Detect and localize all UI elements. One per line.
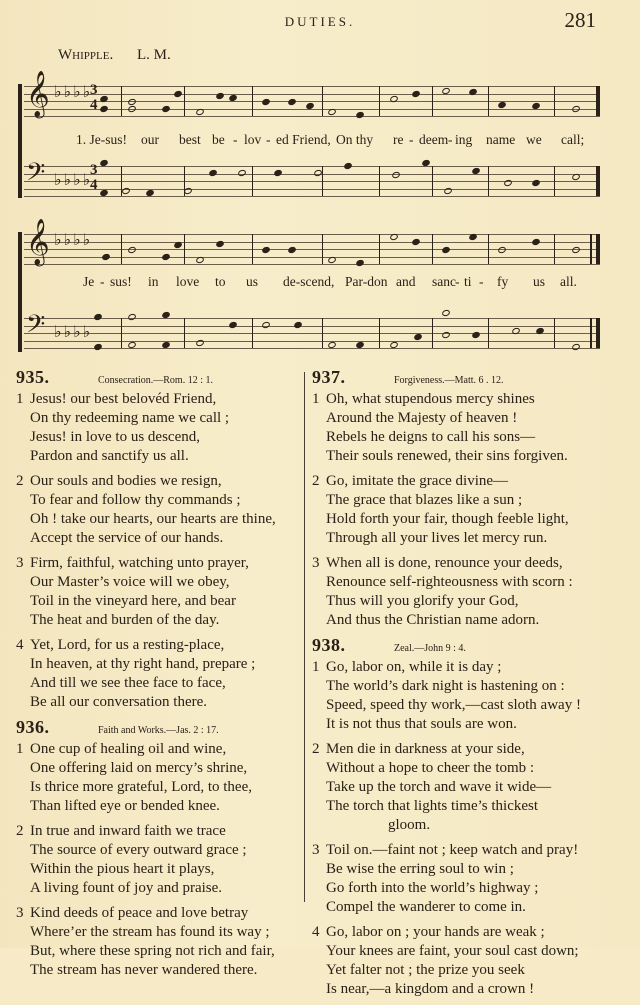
treble-clef-icon: 𝄞 xyxy=(26,219,50,264)
hymn-topic: Faith and Works.—Jas. 2 : 17. xyxy=(98,725,219,736)
hymn-938 xyxy=(312,636,612,999)
bass-staff xyxy=(24,159,600,196)
treble-staff xyxy=(24,71,600,116)
treble-clef-icon: 𝄞 xyxy=(26,71,50,116)
right-column xyxy=(312,368,612,1005)
stanza: 3 Firm, faithful, watching unto prayer, Our Master’s voice will we obey, Toil in the vineyard here, and bear The heat and burden of the day. xyxy=(16,555,249,628)
stanza: 3 When all is done, renounce your deeds, Renounce self-righteousness with scorn : Thus will you glorify your God, And thus the Christian name adorn. xyxy=(312,555,573,628)
key-signature-flats-icon: ♭♭♭♭ xyxy=(54,84,93,101)
final-double-bar xyxy=(596,318,600,348)
system-brace xyxy=(18,84,22,198)
treble-staff xyxy=(24,219,600,264)
hymn-935 xyxy=(16,368,306,712)
hymn-number: 937. xyxy=(312,367,346,387)
system-brace xyxy=(18,232,22,352)
stanza: 3 Kind deeds of peace and love betray Where’er the stream has found its way ; But, where these spring not rich and fair, The stream has never wandered there. xyxy=(16,905,275,978)
stanza: 4 Yet, Lord, for us a resting-place, In heaven, at thy right hand, prepare ; And till we see thee face to face, Be all our conversation there. xyxy=(16,637,256,710)
key-signature-flats-icon: ♭♭♭♭ xyxy=(54,172,93,189)
music-system-1: 𝄞 ♭♭♭♭ 3 4 1. Je-sus! our best be - lov - ed Friend, On thy re - deem - ing name we call; 𝄢 ♭♭♭♭ 3 4 xyxy=(18,84,600,198)
left-column xyxy=(16,368,306,986)
key-signature-flats-icon: ♭♭♭♭ xyxy=(54,232,93,249)
music-system-2: 𝄞 ♭♭♭♭ Je - sus! in love to us de-scend, Par-don and sanc - ti - fy us all. 𝄢 ♭♭♭♭ xyxy=(18,232,600,352)
bass-clef-icon: 𝄢 xyxy=(26,311,46,344)
end-bar xyxy=(596,166,600,196)
bass-staff xyxy=(24,311,600,348)
hymn-number: 938. xyxy=(312,635,346,655)
time-signature: 3 4 xyxy=(90,82,98,113)
tune-meter: L. M. xyxy=(136,47,171,63)
running-head: DUTIES. xyxy=(284,14,356,29)
stanza: 2 Go, imitate the grace divine— The grace that blazes like a sun ; Hold forth your fair, though feeble light, Through all your lives let mercy run. xyxy=(312,473,569,546)
stanza: 2 Men die in darkness at your side, Without a hope to cheer the tomb : Take up the torch and wave it wide— The torch that lights time’s thickest gloom. xyxy=(312,741,552,833)
stanza: 2 In true and inward faith we trace The source of every outward grace ; Within the pious heart it plays, A living fount of joy and praise. xyxy=(16,823,247,896)
stanza: 2 Our souls and bodies we resign, To fear and follow thy commands ; Oh ! take our hearts, our hearts are thine, Accept the service of our hands. xyxy=(16,473,276,546)
page-number: 281 xyxy=(564,8,596,32)
hymn-number: 936. xyxy=(16,717,50,737)
key-signature-flats-icon: ♭♭♭♭ xyxy=(54,324,93,341)
end-bar xyxy=(596,86,600,116)
final-double-bar xyxy=(596,234,600,264)
bass-clef-icon: 𝄢 xyxy=(26,159,46,192)
time-signature: 3 4 xyxy=(90,162,98,193)
stanza: 1 Jesus! our best belovéd Friend, On thy redeeming name we call ; Jesus! in love to us descend, Pardon and sanctify us all. xyxy=(16,391,230,464)
hymn-number: 935. xyxy=(16,367,50,387)
hymn-topic: Consecration.—Rom. 12 : 1. xyxy=(98,375,213,386)
stanza: 1 Oh, what stupendous mercy shines Around the Majesty of heaven ! Rebels he deigns to call his sons— Their souls renewed, their sins forgiven. xyxy=(312,391,568,464)
stanza: 1 One cup of healing oil and wine, One offering laid on mercy’s shrine, Is thrice more grateful, Lord, to thee, Than lifted eye or bended knee. xyxy=(16,741,252,814)
hymn-topic: Zeal.—John 9 : 4. xyxy=(394,643,466,654)
stanza: 3 Toil on.—faint not ; keep watch and pray! Be wise the erring soul to win ; Go forth into the world’s highway ; Compel the wanderer to come in. xyxy=(312,842,579,915)
stanza: 1 Go, labor on, while it is day ; The world’s dark night is hastening on : Speed, speed thy work,—cast sloth away ! It is not thus that souls are won. xyxy=(312,659,581,732)
stanza: 4 Go, labor on ; your hands are weak ; Your knees are faint, your soul cast down; Yet falter not ; the prize you seek Is near,—a kingdom and a crown ! xyxy=(312,924,579,997)
tune-name: Whipple. xyxy=(58,47,114,63)
tune-title xyxy=(58,47,171,64)
hymn-936 xyxy=(16,718,306,980)
hymn-937 xyxy=(312,368,612,630)
hymn-topic: Forgiveness.—Matt. 6 . 12. xyxy=(394,375,504,386)
